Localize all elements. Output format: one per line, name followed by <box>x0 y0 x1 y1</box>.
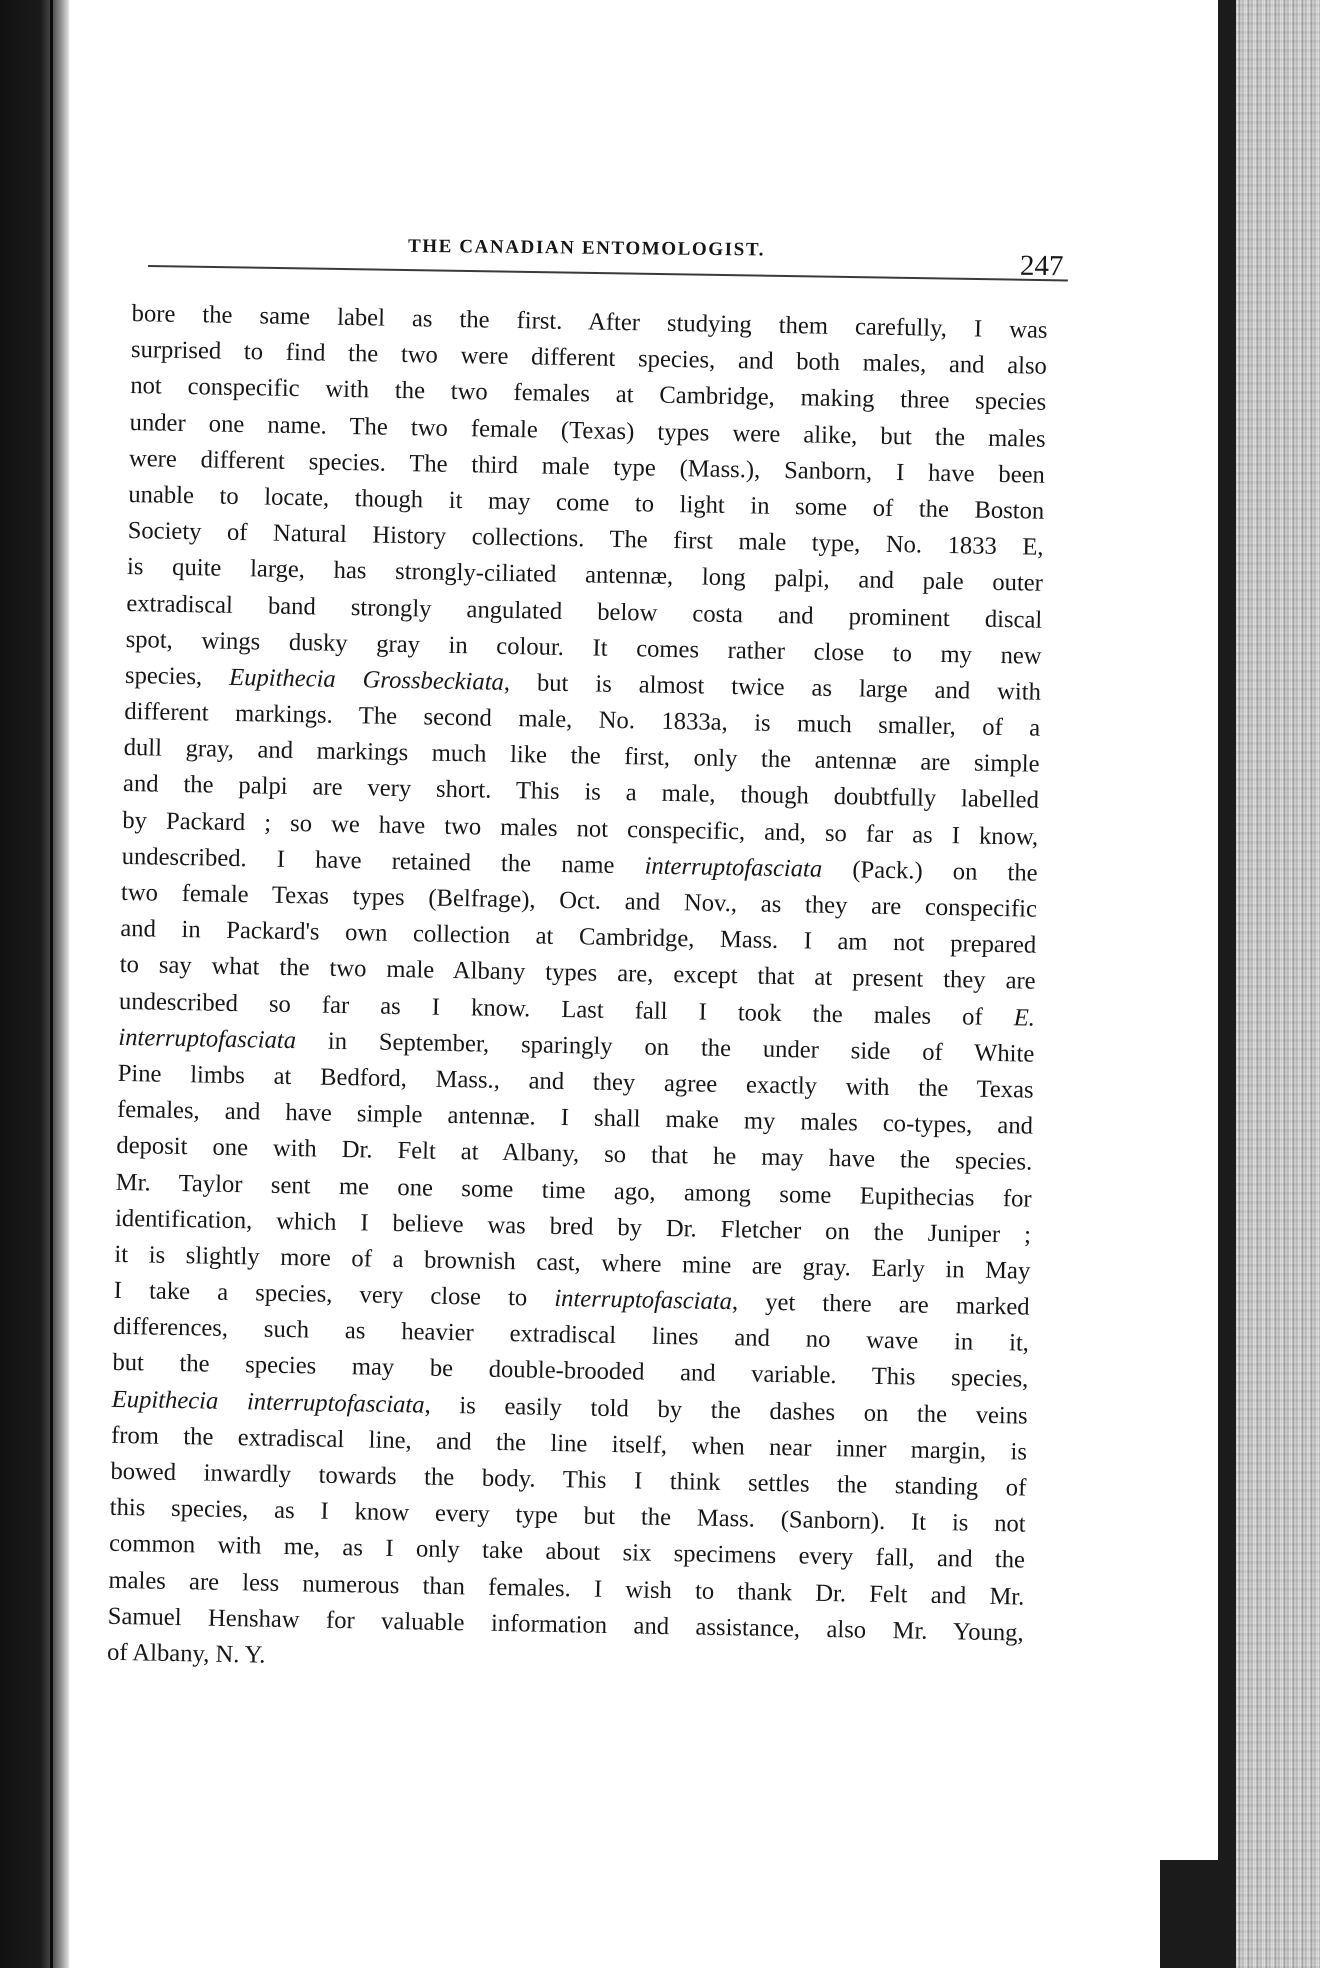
text-segment: surprised to find the two were different species, and both males, and also <box>130 336 1048 380</box>
text-segment: differences, such as heavier extradiscal lines and no wave in it, <box>112 1313 1030 1357</box>
text-segment: two female Texas types (Belfrage), Oct. and Nov., as they are conspecific <box>120 878 1038 923</box>
text-segment: , but is almost twice as large and with <box>503 668 1042 706</box>
text-segment: undescribed. I have retained the name <box>121 842 645 880</box>
text-segment: Mr. Taylor sent me one some time ago, among some Eupithecias for <box>115 1168 1032 1213</box>
text-segment: it is slightly more of a brownish cast, where mine are gray. Early in May <box>114 1240 1031 1285</box>
text-segment: deposit one with Dr. Felt at Albany, so that he may have the species. <box>116 1132 1033 1176</box>
italic-taxon-name: interruptofasciata <box>118 1023 297 1054</box>
body-text-block <box>107 296 1048 1688</box>
text-segment: bore the same label as the first. After studying them carefully, I was <box>131 299 1048 344</box>
text-segment: Society of Natural History collections. The first male type, No. 1833 E, <box>127 517 1044 561</box>
italic-taxon-name: Eupithecia interruptofasciata <box>111 1385 425 1419</box>
text-segment: common with me, as I only take about six specimens every fall, and the <box>108 1530 1026 1574</box>
text-segment: to say what the two male Albany types are, except that at present they are <box>119 951 1036 996</box>
text-segment: but the species may be double-brooded and variable. This species, <box>112 1349 1029 1394</box>
text-segment: Samuel Henshaw for valuable information and assistance, also Mr. Young, <box>107 1602 1024 1647</box>
text-segment: this species, as I know every type but the Mass. (Sanborn). It is not <box>109 1493 1026 1538</box>
text-segment: unable to locate, though it may come to light in some of the Boston <box>128 480 1045 525</box>
text-segment: is quite large, has strongly-ciliated antennæ, long palpi, and pale outer <box>126 553 1044 598</box>
italic-taxon-name: E. <box>1013 1003 1036 1032</box>
text-segment: and the palpi are very short. This is a male, though doubtfully labelled <box>122 770 1040 815</box>
text-segment: bowed inwardly towards the body. This I think settles the standing of <box>110 1457 1027 1502</box>
text-segment: I take a species, very close to <box>113 1276 555 1312</box>
text-segment: dull gray, and markings much like the first, only the antennæ are simple <box>123 734 1040 778</box>
italic-taxon-name: Eupithecia Grossbeckiata <box>228 663 505 696</box>
text-segment: females, and have simple antennæ. I shall make my males co-types, and <box>116 1095 1034 1140</box>
text-segment: undescribed so far as I know. Last fall I took the males of <box>118 987 1015 1031</box>
text-segment: not conspecific with the two females at Cambridge, making three species <box>130 372 1047 417</box>
text-segment: spot, wings dusky gray in colour. It comes rather close to my new <box>125 625 1042 670</box>
text-segment: species, <box>124 661 230 691</box>
text-segment: and in Packard's own collection at Cambridge, Mass. I am not prepared <box>120 915 1037 959</box>
text-segment: different markings. The second male, No. 1833a, is much smaller, of a <box>124 697 1041 742</box>
page-edge-shadow <box>1218 0 1236 1968</box>
text-segment: in September, sparingly on the under side of White <box>295 1026 1035 1068</box>
text-segment: were different species. The third male type (Mass.), Sanborn, I have been <box>128 444 1046 489</box>
text-segment: Pine limbs at Bedford, Mass., and they agree exactly with the Texas <box>117 1059 1034 1104</box>
text-segment: , yet there are marked <box>731 1288 1030 1321</box>
text-segment: of Albany, N. Y. <box>106 1638 266 1669</box>
italic-taxon-name: interruptofasciata <box>644 852 823 883</box>
text-segment: by Packard ; so we have two males not conspecific, and, so far as I know, <box>122 806 1039 851</box>
text-segment: under one name. The two female (Texas) types were alike, but the males <box>129 408 1046 453</box>
page-number: 247 <box>1019 249 1064 283</box>
text-segment: identification, which I believe was bred by Dr. Fletcher on the Juniper ; <box>114 1204 1032 1249</box>
book-binding-edge <box>50 0 53 1968</box>
italic-taxon-name: interruptofasciata <box>554 1284 733 1316</box>
text-segment: , is easily told by the dashes on the veins <box>424 1391 1028 1430</box>
book-gutter-shadow <box>0 0 70 1968</box>
page-corner-shadow <box>1160 1860 1236 1968</box>
text-segment: (Pack.) on the <box>821 855 1038 887</box>
running-head-title: THE CANADIAN ENTOMOLOGIST. <box>407 235 766 261</box>
text-segment: from the extradiscal line, and the line itself, when near inner margin, is <box>110 1421 1028 1466</box>
book-page-edges <box>1236 0 1320 1968</box>
text-segment: extradiscal band strongly angulated below costa and prominent discal <box>126 589 1043 634</box>
text-segment: males are less numerous than females. I wish to thank Dr. Felt and Mr. <box>108 1566 1025 1611</box>
